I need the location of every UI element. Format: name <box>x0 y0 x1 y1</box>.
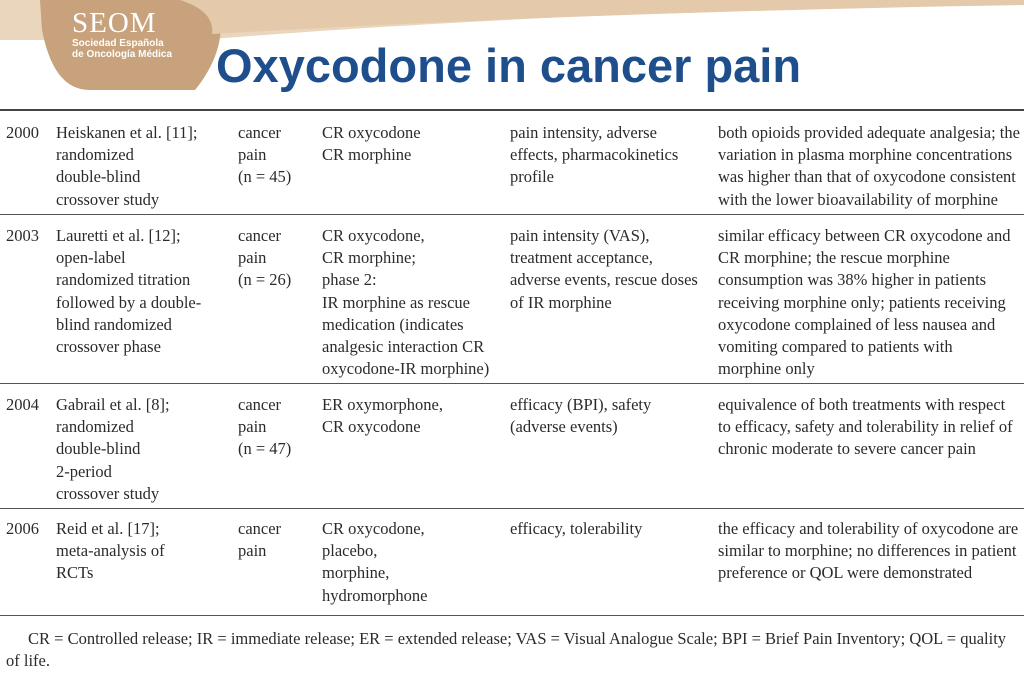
population-cell: cancer pain (n = 26) <box>238 226 292 290</box>
population-cell: cancer pain (n = 45) <box>238 123 292 187</box>
row-separator <box>0 508 1024 509</box>
treatment-cell: CR oxycodone CR morphine <box>322 123 421 165</box>
population-cell: cancer pain <box>238 519 282 561</box>
page-title: Oxycodone in cancer pain <box>216 39 802 92</box>
year-cell: 2003 <box>6 226 39 245</box>
results-cell: similar efficacy between CR oxycodone and CR morphine; the rescue morphine consumption was 38% higher in patients receiving morphine only; patients receiving oxycodone complained of less nausea and vomiting compared to patients with morphine only <box>718 226 1011 379</box>
table-top-rule <box>0 109 1024 111</box>
results-cell: equivalence of both treatments with respect to efficacy, safety and tolerability in relief of chronic moderate to severe cancer pain <box>718 395 1013 459</box>
row-separator <box>0 214 1024 215</box>
study-cell: Reid et al. [17]; meta-analysis of RCTs <box>56 519 165 583</box>
outcome-cell: pain intensity, adverse effects, pharmacokinetics profile <box>510 123 679 187</box>
abbreviations-footnote: CR = Controlled release; IR = immediate release; ER = extended release; VAS = Visual Analogue Scale; BPI = Brief Pain Inventory; QOL = quality of life. <box>6 629 1007 670</box>
study-cell: Gabrail et al. [8]; randomized double-blind 2-period crossover study <box>56 395 170 503</box>
results-cell: both opioids provided adequate analgesia; the variation in plasma morphine concentrations was higher than that of oxycodone consistent with the lower bioavailability of morphine <box>718 123 1020 209</box>
study-cell: Lauretti et al. [12]; open-label randomized titration followed by a double- blind randomized crossover phase <box>56 226 202 357</box>
treatment-cell: ER oxymorphone, CR oxycodone <box>322 395 443 437</box>
logo-name: SEOM <box>72 7 157 39</box>
logo-subtitle-2: de Oncología Médica <box>72 49 173 60</box>
year-cell: 2006 <box>6 519 39 538</box>
logo-subtitle-1: Sociedad Española <box>72 38 164 49</box>
treatment-cell: CR oxycodone, CR morphine; phase 2: IR morphine as rescue medication (indicates analgesic interaction CR oxycodone-IR morphine) <box>322 226 490 379</box>
row-separator <box>0 383 1024 384</box>
study-cell: Heiskanen et al. [11]; randomized double-blind crossover study <box>56 123 198 209</box>
population-cell: cancer pain (n = 47) <box>238 395 292 459</box>
seom-logo <box>72 8 172 60</box>
outcome-cell: pain intensity (VAS), treatment acceptance, adverse events, rescue doses of IR morphine <box>510 226 698 312</box>
outcome-cell: efficacy (BPI), safety (adverse events) <box>510 395 652 437</box>
outcome-cell: efficacy, tolerability <box>510 519 643 538</box>
treatment-cell: CR oxycodone, placebo, morphine, hydromorphone <box>322 519 428 605</box>
results-cell: the efficacy and tolerability of oxycodone are similar to morphine; no differences in patient preference or QOL were demonstrated <box>718 519 1019 583</box>
table-bottom-rule <box>0 615 1024 616</box>
year-cell: 2004 <box>6 395 39 414</box>
year-cell: 2000 <box>6 123 39 142</box>
